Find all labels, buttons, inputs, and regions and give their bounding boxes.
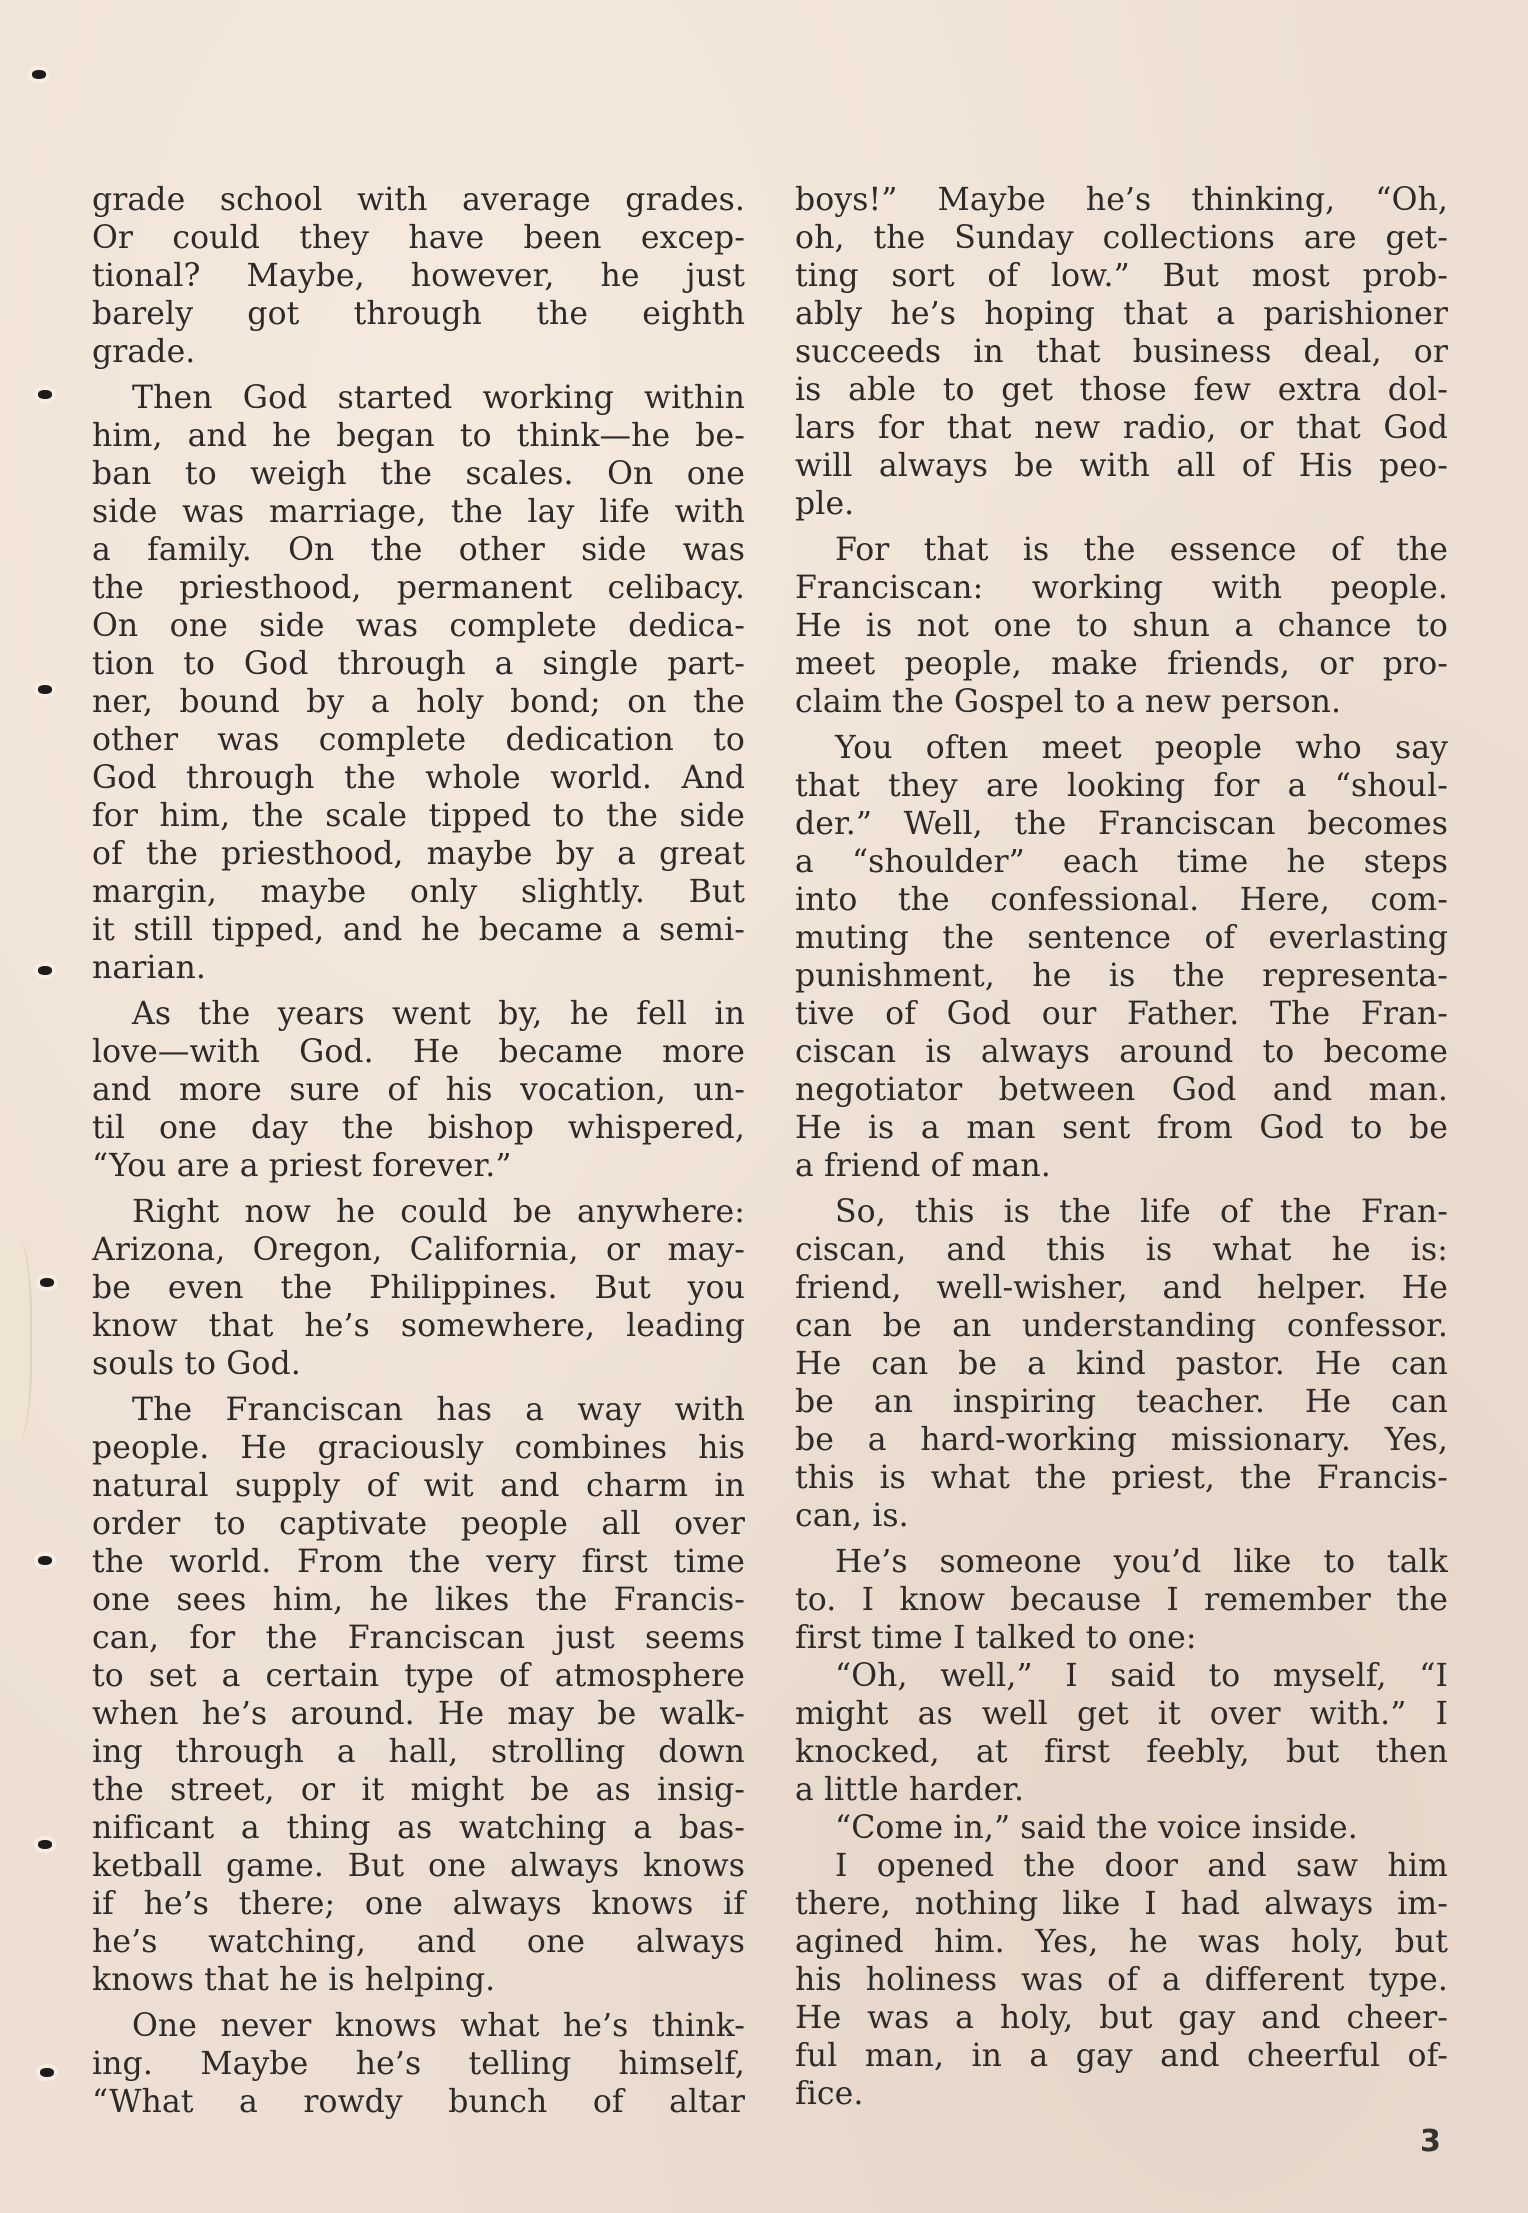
text-line: “What a rowdy bunch of altar — [92, 2084, 745, 2120]
text-line: God through the whole world. And — [92, 760, 745, 796]
text-line: when he’s around. He may be walk- — [92, 1696, 745, 1732]
paragraph — [92, 1193, 745, 1383]
text-line: of the priesthood, maybe by a great — [92, 836, 745, 872]
text-line: Or could they have been excep- — [92, 220, 745, 256]
text-line: grade. — [92, 334, 196, 370]
paragraph — [795, 1543, 1448, 1657]
left-column — [92, 181, 745, 2129]
text-line: He was a holy, but gay and cheer- — [795, 2000, 1448, 2036]
text-line: ing through a hall, strolling down — [92, 1734, 745, 1770]
text-line: that they are looking for a “shoul- — [795, 768, 1448, 804]
text-line: The Franciscan has a way with — [132, 1392, 745, 1428]
binding-hole — [38, 1840, 52, 1849]
paragraph — [92, 2007, 745, 2121]
page-number: 3 — [1420, 2124, 1441, 2159]
paragraph — [795, 1193, 1448, 1535]
text-line: grade school with average grades. — [92, 182, 745, 218]
text-line: natural supply of wit and charm in — [92, 1468, 745, 1504]
text-line: meet people, make friends, or pro- — [795, 646, 1448, 682]
paragraph — [92, 1391, 745, 1999]
text-line: He is a man sent from God to be — [795, 1110, 1448, 1146]
text-line: ing. Maybe he’s telling himself, — [92, 2046, 745, 2082]
text-line: a “shoulder” each time he steps — [795, 844, 1448, 880]
text-line: barely got through the eighth — [92, 296, 745, 332]
text-line: to. I know because I remember the — [795, 1582, 1448, 1618]
text-line: ciscan is always around to become — [795, 1034, 1448, 1070]
text-line: other was complete dedication to — [92, 722, 745, 758]
text-line: oh, the Sunday collections are get- — [795, 220, 1448, 256]
text-line: people. He graciously combines his — [92, 1430, 745, 1466]
text-line: ner, bound by a holy bond; on the — [92, 684, 745, 720]
text-line: might as well get it over with.” I — [795, 1696, 1448, 1732]
paragraph — [92, 181, 745, 371]
binding-hole — [40, 2068, 54, 2077]
text-line: tive of God our Father. The Fran- — [795, 996, 1448, 1032]
text-line: into the confessional. Here, com- — [795, 882, 1448, 918]
text-line: I opened the door and saw him — [835, 1848, 1448, 1884]
text-line: ple. — [795, 486, 855, 522]
text-line: order to captivate people all over — [92, 1506, 745, 1542]
text-line: love—with God. He became more — [92, 1034, 745, 1070]
text-line: souls to God. — [92, 1346, 301, 1382]
text-line: it still tipped, and he became a semi- — [92, 912, 745, 948]
paragraph — [795, 1657, 1448, 1809]
text-line: know that he’s somewhere, leading — [92, 1308, 745, 1344]
text-line: him, and he began to think—he be- — [92, 418, 745, 454]
text-line: He’s someone you’d like to talk — [835, 1544, 1448, 1580]
text-line: this is what the priest, the Francis- — [795, 1460, 1448, 1496]
text-line: knows that he is helping. — [92, 1962, 496, 1998]
right-column — [795, 181, 1448, 2113]
text-line: agined him. Yes, he was holy, but — [795, 1924, 1448, 1960]
text-line: first time I talked to one: — [795, 1620, 1197, 1656]
text-line: ting sort of low.” But most prob- — [795, 258, 1448, 294]
binding-hole — [38, 685, 52, 694]
binding-hole — [38, 390, 52, 399]
text-line: the street, or it might be as insig- — [92, 1772, 745, 1808]
binding-hole — [38, 966, 52, 975]
text-line: claim the Gospel to a new person. — [795, 684, 1342, 720]
paragraph — [795, 729, 1448, 1185]
paragraph — [795, 1847, 1448, 2113]
text-line: You often meet people who say — [835, 730, 1448, 766]
text-line: ably he’s hoping that a parishioner — [795, 296, 1448, 332]
text-line: “You are a priest forever.” — [92, 1148, 512, 1184]
text-line: be a hard-working missionary. Yes, — [795, 1422, 1448, 1458]
text-line: One never knows what he’s think- — [132, 2008, 745, 2044]
paragraph — [795, 181, 1448, 523]
text-line: He is not one to shun a chance to — [795, 608, 1448, 644]
paragraph — [795, 531, 1448, 721]
text-line: fice. — [795, 2076, 864, 2112]
text-line: knocked, at first feebly, but then — [795, 1734, 1448, 1770]
text-line: a family. On the other side was — [92, 532, 745, 568]
text-line: the priesthood, permanent celibacy. — [92, 570, 745, 606]
text-line: der.” Well, the Franciscan becomes — [795, 806, 1448, 842]
text-line: for him, the scale tipped to the side — [92, 798, 745, 834]
text-line: a friend of man. — [795, 1148, 1051, 1184]
text-line: negotiator between God and man. — [795, 1072, 1448, 1108]
text-line: succeeds in that business deal, or — [795, 334, 1448, 370]
text-line: So, this is the life of the Fran- — [835, 1194, 1448, 1230]
text-line: a little harder. — [795, 1772, 1025, 1808]
text-line: ban to weigh the scales. On one — [92, 456, 745, 492]
text-line: nificant a thing as watching a bas- — [92, 1810, 745, 1846]
paragraph — [795, 1809, 1448, 1847]
text-line: the world. From the very first time — [92, 1544, 745, 1580]
binding-hole — [38, 1556, 52, 1565]
binding-hole — [32, 70, 46, 79]
text-line: can, for the Franciscan just seems — [92, 1620, 745, 1656]
text-line: “Oh, well,” I said to myself, “I — [835, 1658, 1448, 1694]
text-line: punishment, he is the representa- — [795, 958, 1448, 994]
text-line: friend, well-wisher, and helper. He — [795, 1270, 1448, 1306]
text-line: lars for that new radio, or that God — [795, 410, 1448, 446]
text-line: be even the Philippines. But you — [92, 1270, 745, 1306]
text-line: He can be a kind pastor. He can — [795, 1346, 1448, 1382]
text-line: be an inspiring teacher. He can — [795, 1384, 1448, 1420]
binding-hole — [40, 1278, 54, 1287]
text-line: and more sure of his vocation, un- — [92, 1072, 745, 1108]
text-line: he’s watching, and one always — [92, 1924, 745, 1960]
text-line: narian. — [92, 950, 206, 986]
text-line: can, is. — [795, 1498, 909, 1534]
text-line: ful man, in a gay and cheerful of- — [795, 2038, 1448, 2074]
text-line: “Come in,” said the voice inside. — [835, 1810, 1358, 1846]
text-line: As the years went by, he fell in — [132, 996, 745, 1032]
text-line: Arizona, Oregon, California, or may- — [92, 1232, 745, 1268]
text-line: to set a certain type of atmosphere — [92, 1658, 745, 1694]
text-line: one sees him, he likes the Francis- — [92, 1582, 745, 1618]
text-line: side was marriage, the lay life with — [92, 494, 745, 530]
text-line: ketball game. But one always knows — [92, 1848, 745, 1884]
torn-margin — [0, 1240, 32, 1440]
text-line: On one side was complete dedica- — [92, 608, 745, 644]
text-line: there, nothing like I had always im- — [795, 1886, 1448, 1922]
text-line: til one day the bishop whispered, — [92, 1110, 745, 1146]
paragraph — [92, 379, 745, 987]
text-line: ciscan, and this is what he is: — [795, 1232, 1448, 1268]
text-line: Then God started working within — [132, 380, 745, 416]
text-line: muting the sentence of everlasting — [795, 920, 1448, 956]
text-line: can be an understanding confessor. — [795, 1308, 1448, 1344]
text-line: tional? Maybe, however, he just — [92, 258, 745, 294]
text-line: Franciscan: working with people. — [795, 570, 1448, 606]
text-line: if he’s there; one always knows if — [92, 1886, 745, 1922]
text-line: For that is the essence of the — [835, 532, 1448, 568]
text-line: margin, maybe only slightly. But — [92, 874, 745, 910]
text-line: his holiness was of a different type. — [795, 1962, 1448, 1998]
text-line: boys!” Maybe he’s thinking, “Oh, — [795, 182, 1448, 218]
text-line: will always be with all of His peo- — [795, 448, 1448, 484]
text-line: tion to God through a single part- — [92, 646, 745, 682]
text-line: is able to get those few extra dol- — [795, 372, 1448, 408]
text-line: Right now he could be anywhere: — [132, 1194, 745, 1230]
paragraph — [92, 995, 745, 1185]
